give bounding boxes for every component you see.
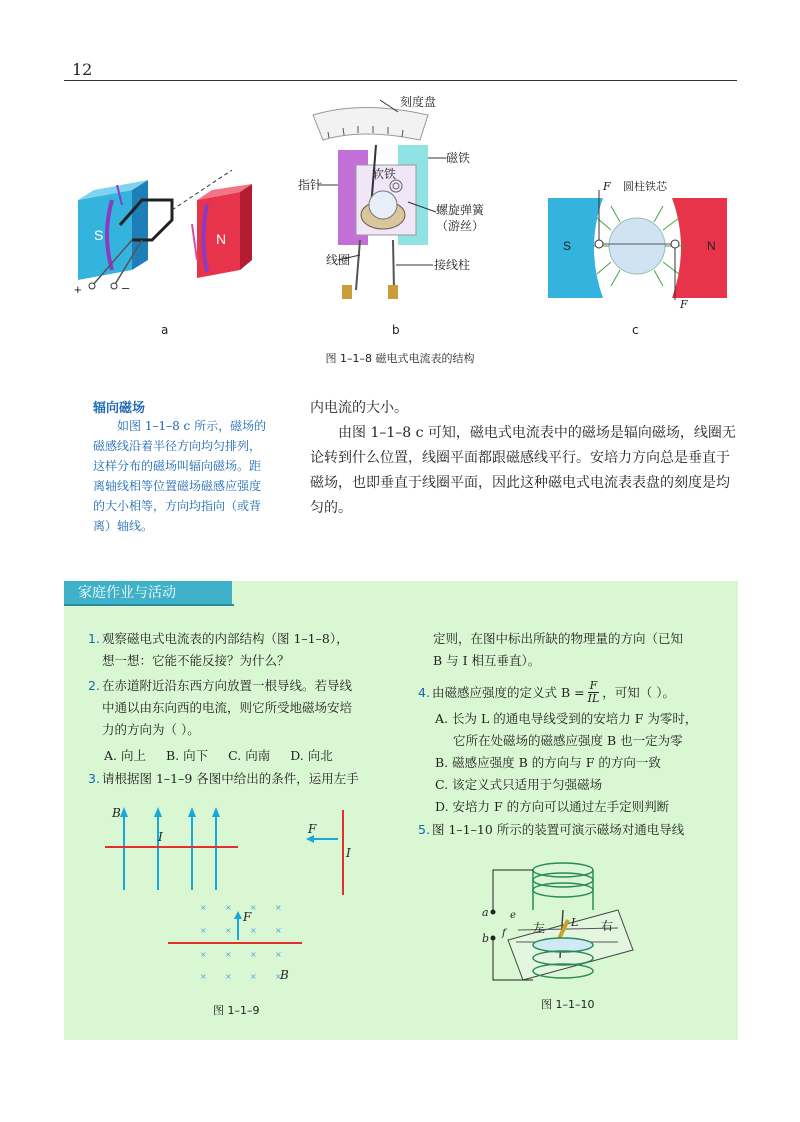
sidebar-title: 辐向磁场 xyxy=(93,401,146,416)
magnet-s-side xyxy=(132,180,148,270)
label-f2: F xyxy=(308,822,317,836)
q1-line-1: 观察磁电式电流表的内部结构（图 1–1–8）， xyxy=(102,631,349,646)
q3-line-2: 定则，在图中标出所缺的物理量的方向（已知 xyxy=(433,631,684,646)
header-rule xyxy=(64,80,737,81)
q2-option-c: C. 向南 xyxy=(228,748,271,763)
iron-core xyxy=(369,191,397,219)
fig-label-b: b xyxy=(392,323,400,337)
label-pointer: 指针 xyxy=(298,178,323,192)
label-i2: I xyxy=(346,846,351,860)
label-spring: 螺旋弹簧 xyxy=(436,203,485,217)
force-arrow xyxy=(192,224,197,260)
label-dial: 刻度盘 xyxy=(400,95,437,109)
svg-text:×: × xyxy=(275,972,282,981)
q4-fraction-denominator: IL xyxy=(587,692,600,705)
coil-side-right xyxy=(671,240,679,248)
q4-option-a-2: 它所在处磁场的磁感应强度 B 也一定为零 xyxy=(453,733,683,748)
q3-line-1: 请根据图 1–1–9 各图中给出的条件，运用左手 xyxy=(102,771,359,786)
svg-text:×: × xyxy=(275,903,282,912)
main-paragraph: 由图 1–1–8 c 可知，磁电式电流表中的磁场是辐向磁场，线圈无论转到什么位置，线圈平面都跟磁感线平行。安培力方向总是垂直于磁场，也即垂直于线圈平面，因此这种磁电式电流表表盘的刻度是均匀的。 xyxy=(310,425,736,516)
sidebar-body: 如图 1–1–8 c 所示，磁场的磁感线沿着半径方向均匀排列，这样分布的磁场叫辐向磁场。距离轴线相等位置磁场磁感应强度的大小相等，方向均指向（或背离）轴线。 xyxy=(93,419,267,533)
label-magnet: 磁铁 xyxy=(446,151,471,165)
coil-bottom-ring-1 xyxy=(533,938,593,952)
label-terminal: 接线柱 xyxy=(434,258,471,272)
magnet-s xyxy=(548,198,603,298)
svg-text:×: × xyxy=(250,903,257,912)
terminal-minus xyxy=(111,283,117,289)
svg-text:×: × xyxy=(275,950,282,959)
q2-options xyxy=(104,745,404,767)
terminal-wire-left xyxy=(356,240,360,290)
label-f3: F xyxy=(243,910,252,924)
question-3 xyxy=(88,768,418,790)
q3-number: 3. xyxy=(88,771,100,786)
q2-number: 2. xyxy=(88,678,100,693)
q4-suffix: ，可知（ ）。 xyxy=(602,684,675,700)
magnet-n-side xyxy=(240,184,252,270)
q4-fraction-numerator: F xyxy=(589,679,598,692)
homework-title-underline xyxy=(64,604,234,606)
label-plus: + xyxy=(74,282,82,297)
q1-number: 1. xyxy=(88,631,100,646)
question-1 xyxy=(88,628,418,672)
field-lines-b xyxy=(124,815,216,890)
q3-line-3: B 与 I 相互垂直）。 xyxy=(433,653,541,668)
svg-text:×: × xyxy=(200,972,207,981)
label-s: S xyxy=(563,239,572,253)
terminal-post-left xyxy=(342,285,352,299)
label-s: S xyxy=(94,227,104,243)
svg-text:×: × xyxy=(225,903,232,912)
terminal-wire-right xyxy=(393,240,394,290)
question-4 xyxy=(418,680,738,705)
fig-label-c: c xyxy=(632,323,639,337)
q2-option-d: D. 向北 xyxy=(290,748,333,763)
q4-option-d: D. 安培力 F 的方向可以通过左手定则判断 xyxy=(435,799,670,814)
label-right: 右 xyxy=(601,919,614,933)
q5-number: 5. xyxy=(418,822,430,837)
question-2 xyxy=(88,675,418,741)
question-3-continued xyxy=(433,628,733,672)
label-minus: – xyxy=(122,280,130,295)
label-f: f xyxy=(502,928,506,939)
homework-title: 家庭作业与活动 xyxy=(64,581,232,605)
label-b1: B xyxy=(112,806,121,820)
label-coil: 线圈 xyxy=(326,253,351,267)
q2-option-b: B. 向下 xyxy=(165,748,209,763)
terminal-post-right xyxy=(388,285,398,299)
figure-1-1-10 xyxy=(478,850,648,990)
q2-line-1: 在赤道附近沿东西方向放置一根导线。若导线 xyxy=(102,678,353,693)
svg-text:×: × xyxy=(275,926,282,935)
q4-option-c: C. 该定义式只适用于匀强磁场 xyxy=(435,777,603,792)
magnet-n xyxy=(672,198,727,298)
q4-option-a-1: A. 长为 L 的通电导线受到的安培力 F 为零时， xyxy=(435,711,698,726)
q4-option-b: B. 磁感应强度 B 的方向与 F 的方向一致 xyxy=(435,755,661,770)
q4-prefix: 由磁感应强度的定义式 B = xyxy=(432,684,585,700)
q5-line-1: 图 1–1–10 所示的装置可演示磁场对通电导线 xyxy=(432,822,685,837)
label-left: 左 xyxy=(533,921,546,935)
iron-core xyxy=(609,218,665,274)
label-b3: B xyxy=(280,968,289,982)
label-e: e xyxy=(510,910,516,921)
figure-1-1-8a xyxy=(72,160,252,300)
coil-side-left xyxy=(595,240,603,248)
page-number: 12 xyxy=(72,60,93,79)
figure-1-1-9 xyxy=(100,795,380,995)
svg-text:×: × xyxy=(225,926,232,935)
wire-a xyxy=(493,870,533,910)
label-n: N xyxy=(216,231,227,247)
label-f-bottom: F xyxy=(680,298,688,308)
q4-options xyxy=(435,708,735,818)
label-spring-note: （游丝） xyxy=(436,219,485,233)
svg-text:×: × xyxy=(200,903,207,912)
figure-1-1-10-caption: 图 1–1–10 xyxy=(541,998,595,1011)
main-line-1: 内电流的大小。 xyxy=(310,400,408,416)
svg-text:×: × xyxy=(200,950,207,959)
label-n: N xyxy=(707,239,716,253)
label-b: b xyxy=(482,932,490,945)
q2-line-2: 中通以由东向西的电流，则它所受地磁场安培 xyxy=(102,700,353,715)
question-5 xyxy=(418,819,738,841)
label-core: 圆柱铁芯 xyxy=(623,180,667,193)
label-a: a xyxy=(482,906,489,919)
figure-caption: 图 1–1–8 磁电式电流表的结构 xyxy=(325,352,475,365)
figure-1-1-9-caption: 图 1–1–9 xyxy=(213,1004,260,1017)
q4-fraction xyxy=(588,680,600,705)
svg-text:×: × xyxy=(250,926,257,935)
q2-option-a: A. 向上 xyxy=(104,748,146,763)
q4-number: 4. xyxy=(418,684,430,700)
label-i1: I xyxy=(158,830,163,844)
svg-text:×: × xyxy=(225,950,232,959)
svg-text:×: × xyxy=(225,972,232,981)
label-f-top: F xyxy=(603,180,611,193)
q2-line-3: 力的方向为（ ）。 xyxy=(102,722,200,737)
figure-1-1-8c xyxy=(545,178,730,308)
terminal-plus xyxy=(89,283,95,289)
svg-text:×: × xyxy=(250,972,257,981)
svg-text:×: × xyxy=(200,926,207,935)
q1-line-2: 想一想：它能不能反接？为什么？ xyxy=(102,653,290,668)
label-soft-iron: 软铁 xyxy=(372,167,397,181)
label-l: L xyxy=(571,916,579,929)
svg-text:×: × xyxy=(250,950,257,959)
dial-plate xyxy=(313,108,428,141)
fig-label-a: a xyxy=(161,323,169,337)
figure-1-1-8b xyxy=(298,90,528,305)
main-text xyxy=(310,396,740,521)
